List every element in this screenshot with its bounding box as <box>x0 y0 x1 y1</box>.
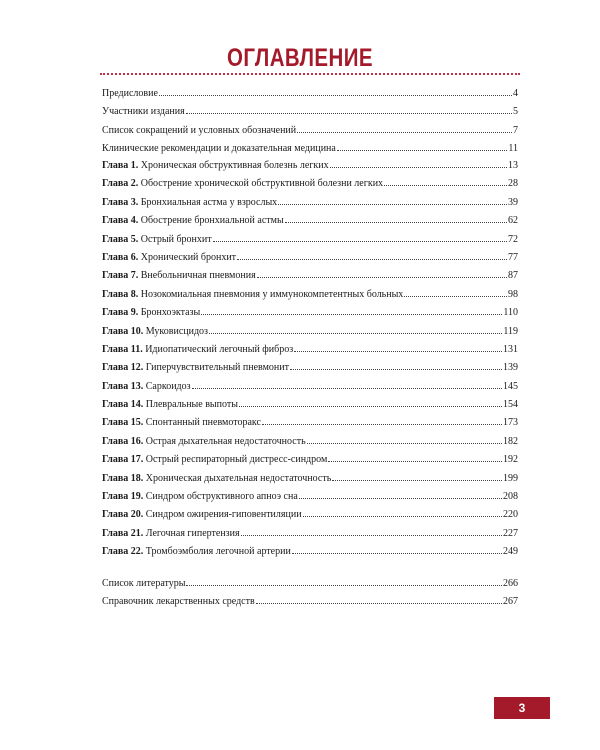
toc-entry-label <box>102 396 238 414</box>
dot-leader <box>278 204 507 205</box>
chapter-number: Глава 22. <box>102 546 144 558</box>
toc-title: ОГЛАВЛЕНИЕ <box>227 44 373 72</box>
chapter-number: Глава 13. <box>102 380 144 392</box>
toc-entry-page: 220 <box>503 509 518 521</box>
toc-entry-chapter[interactable] <box>102 249 518 267</box>
toc-entry-chapter[interactable] <box>102 157 518 175</box>
chapter-number: Глава 14. <box>102 399 144 411</box>
toc-entry-label <box>102 451 327 469</box>
dot-leader <box>237 259 507 260</box>
dot-leader <box>328 461 502 462</box>
toc-entry-page: 266 <box>503 578 518 589</box>
chapter-number: Глава 8. <box>102 288 139 300</box>
chapter-title: Синдром ожирения-гиповентиляции <box>145 509 302 521</box>
chapter-number: Глава 20. <box>102 509 144 521</box>
toc-entry-chapter[interactable] <box>102 543 518 561</box>
toc-entry-page: 28 <box>508 178 518 190</box>
toc-entry-drug-reference[interactable] <box>102 593 518 611</box>
chapter-number: Глава 15. <box>102 417 144 429</box>
dot-leader <box>303 516 502 517</box>
toc-entry-chapter[interactable] <box>102 396 518 414</box>
dot-leader <box>299 498 502 499</box>
dot-leader <box>294 351 502 352</box>
toc-entry-label <box>102 341 293 359</box>
toc-entry-page: 199 <box>503 472 518 484</box>
dot-leader <box>285 222 507 223</box>
chapter-number: Глава 12. <box>102 362 144 374</box>
dot-leader <box>384 185 507 186</box>
toc-entry-page: 13 <box>508 160 518 171</box>
toc-entry-label <box>102 267 256 285</box>
dot-leader <box>292 553 502 554</box>
chapter-number: Глава 9. <box>102 307 139 319</box>
front-matter-list <box>102 85 518 159</box>
title-dotted-rule <box>100 73 520 75</box>
toc-entry-page: 249 <box>503 546 518 558</box>
dot-leader <box>209 333 502 334</box>
dot-leader <box>330 167 507 168</box>
toc-entry-page: 182 <box>503 435 518 447</box>
dot-leader <box>332 480 502 481</box>
chapter-number: Глава 11. <box>102 343 143 355</box>
chapters-list <box>102 157 518 562</box>
toc-entry-label: Предисловие <box>102 88 158 99</box>
toc-entry-chapter[interactable] <box>102 341 518 359</box>
chapter-number: Глава 16. <box>102 435 144 447</box>
dot-leader <box>241 535 502 536</box>
toc-entry-chapter[interactable] <box>102 267 518 285</box>
chapter-title: Острая дыхательная недостаточность <box>145 435 306 447</box>
toc-entry-page: 208 <box>503 491 518 503</box>
toc-entry-chapter[interactable] <box>102 506 518 524</box>
toc-entry-label <box>102 249 236 267</box>
toc-entry-chapter[interactable] <box>102 323 518 341</box>
toc-entry-preface[interactable] <box>102 85 518 103</box>
toc-entry-page: 77 <box>508 251 518 263</box>
chapter-title: Синдром обструктивного апноэ сна <box>145 491 298 503</box>
chapter-number: Глава 3. <box>102 196 139 208</box>
toc-entry-chapter[interactable] <box>102 488 518 506</box>
dot-leader <box>307 443 502 444</box>
chapter-number: Глава 1. <box>102 160 139 171</box>
chapter-title: Гиперчувствительный пневмонит <box>145 362 289 374</box>
chapter-number: Глава 19. <box>102 491 144 503</box>
toc-entry-label <box>102 543 291 561</box>
chapter-title: Бронхиальная астма у взрослых <box>140 196 278 208</box>
chapter-number: Глава 4. <box>102 215 139 227</box>
dot-leader <box>213 241 507 242</box>
toc-entry-label <box>102 194 277 212</box>
toc-entry-abbreviations[interactable] <box>102 122 518 140</box>
toc-entry-chapter[interactable] <box>102 378 518 396</box>
toc-entry-page: 110 <box>503 307 518 319</box>
toc-entry-label <box>102 525 240 543</box>
dot-leader <box>297 132 512 133</box>
toc-entry-chapter[interactable] <box>102 286 518 304</box>
toc-entry-label <box>102 323 208 341</box>
toc-entry-label: Участники издания <box>102 106 185 118</box>
chapter-title: Обострение хронической обструктивной болезни легких <box>140 178 384 190</box>
chapter-title: Саркоидоз <box>145 380 191 392</box>
toc-entry-label <box>102 157 329 175</box>
toc-entry-chapter[interactable] <box>102 194 518 212</box>
toc-entry-page: 154 <box>503 399 518 411</box>
dot-leader <box>186 585 502 586</box>
toc-entry-page: 62 <box>508 215 518 227</box>
chapter-title: Легочная гипертензия <box>145 527 240 539</box>
toc-entry-label: Список литературы <box>102 578 186 589</box>
chapter-title: Идиопатический легочный фиброз <box>145 343 294 355</box>
toc-entry-page: 39 <box>508 196 518 208</box>
chapter-number: Глава 10. <box>102 325 144 337</box>
toc-entry-page: 87 <box>508 270 518 282</box>
toc-entry-page: 131 <box>503 343 518 355</box>
toc-entry-page: 267 <box>503 596 518 608</box>
chapter-title: Спонтанный пневмоторакс <box>145 417 261 429</box>
toc-entry-page: 4 <box>513 88 518 99</box>
dot-leader <box>201 314 502 315</box>
chapter-title: Нозокомиальная пневмония у иммунокомпетентных больных <box>140 288 404 300</box>
dot-leader <box>337 150 508 151</box>
toc-entry-page: 192 <box>503 454 518 466</box>
toc-entry-page: 5 <box>513 106 518 118</box>
chapter-number: Глава 2. <box>102 178 139 190</box>
chapter-number: Глава 18. <box>102 472 144 484</box>
page-number-badge: 3 <box>494 697 550 719</box>
chapter-title: Хроническая обструктивная болезнь легких <box>140 160 329 171</box>
toc-entry-label <box>102 433 306 451</box>
chapter-number: Глава 7. <box>102 270 139 282</box>
toc-entry-label <box>102 470 331 488</box>
toc-entry-chapter[interactable] <box>102 212 518 230</box>
dot-leader <box>290 369 502 370</box>
chapter-title: Острый респираторный дистресс-синдром <box>145 454 328 466</box>
toc-entry-label: Клинические рекомендации и доказательная медицина <box>102 143 336 155</box>
toc-entry-page: 72 <box>508 233 518 245</box>
toc-entry-contributors[interactable] <box>102 103 518 121</box>
toc-entry-page: 227 <box>503 527 518 539</box>
toc-entry-label <box>102 359 289 377</box>
toc-entry-chapter[interactable] <box>102 451 518 469</box>
chapter-number: Глава 21. <box>102 527 144 539</box>
toc-entry-label <box>102 304 200 322</box>
toc-entry-page: 11 <box>508 143 518 155</box>
dot-leader <box>257 277 507 278</box>
toc-entry-label <box>102 231 212 249</box>
dot-leader <box>262 424 502 425</box>
chapter-title: Хронический бронхит <box>140 251 237 263</box>
toc-entry-page: 173 <box>503 417 518 429</box>
toc-entry-chapter[interactable] <box>102 470 518 488</box>
chapter-number: Глава 17. <box>102 454 144 466</box>
toc-entry-page: 119 <box>503 325 518 337</box>
toc-entry-label <box>102 506 302 524</box>
chapter-title: Бронхоэктазы <box>140 307 201 319</box>
toc-entry-label <box>102 286 403 304</box>
chapter-title: Внебольничная пневмония <box>140 270 256 282</box>
toc-entry-chapter[interactable] <box>102 304 518 322</box>
dot-leader <box>192 388 502 389</box>
chapter-title: Острый бронхит <box>140 233 212 245</box>
chapter-title: Тромбоэмболия легочной артерии <box>145 546 291 558</box>
chapter-title: Хроническая дыхательная недостаточность <box>145 472 332 484</box>
toc-entry-label: Список сокращений и условных обозначений <box>102 124 297 136</box>
dot-leader <box>159 95 512 96</box>
toc-entry-label <box>102 378 191 396</box>
toc-entry-page: 145 <box>503 380 518 392</box>
chapter-title: Обострение бронхиальной астмы <box>140 215 284 227</box>
toc-entry-chapter[interactable] <box>102 525 518 543</box>
dot-leader <box>404 296 507 297</box>
dot-leader <box>239 406 502 407</box>
back-matter-list <box>102 575 518 612</box>
toc-entry-page: 7 <box>513 124 518 136</box>
toc-entry-label: Справочник лекарственных средств <box>102 596 255 608</box>
toc-entry-page: 98 <box>508 288 518 300</box>
toc-entry-label <box>102 212 284 230</box>
toc-entry-label <box>102 414 261 432</box>
toc-entry-chapter[interactable] <box>102 414 518 432</box>
toc-entry-guidelines[interactable] <box>102 140 518 158</box>
toc-entry-page: 139 <box>503 362 518 374</box>
toc-entry-label <box>102 488 298 506</box>
toc-entry-chapter[interactable] <box>102 231 518 249</box>
toc-entry-chapter[interactable] <box>102 175 518 193</box>
dot-leader <box>256 603 502 604</box>
toc-entry-chapter[interactable] <box>102 433 518 451</box>
toc-entry-chapter[interactable] <box>102 359 518 377</box>
chapter-number: Глава 6. <box>102 251 139 263</box>
chapter-title: Муковисцидоз <box>145 325 208 337</box>
dot-leader <box>186 113 512 114</box>
toc-entry-label <box>102 175 383 193</box>
chapter-number: Глава 5. <box>102 233 139 245</box>
chapter-title: Плевральные выпоты <box>145 399 238 411</box>
toc-entry-references[interactable] <box>102 575 518 593</box>
